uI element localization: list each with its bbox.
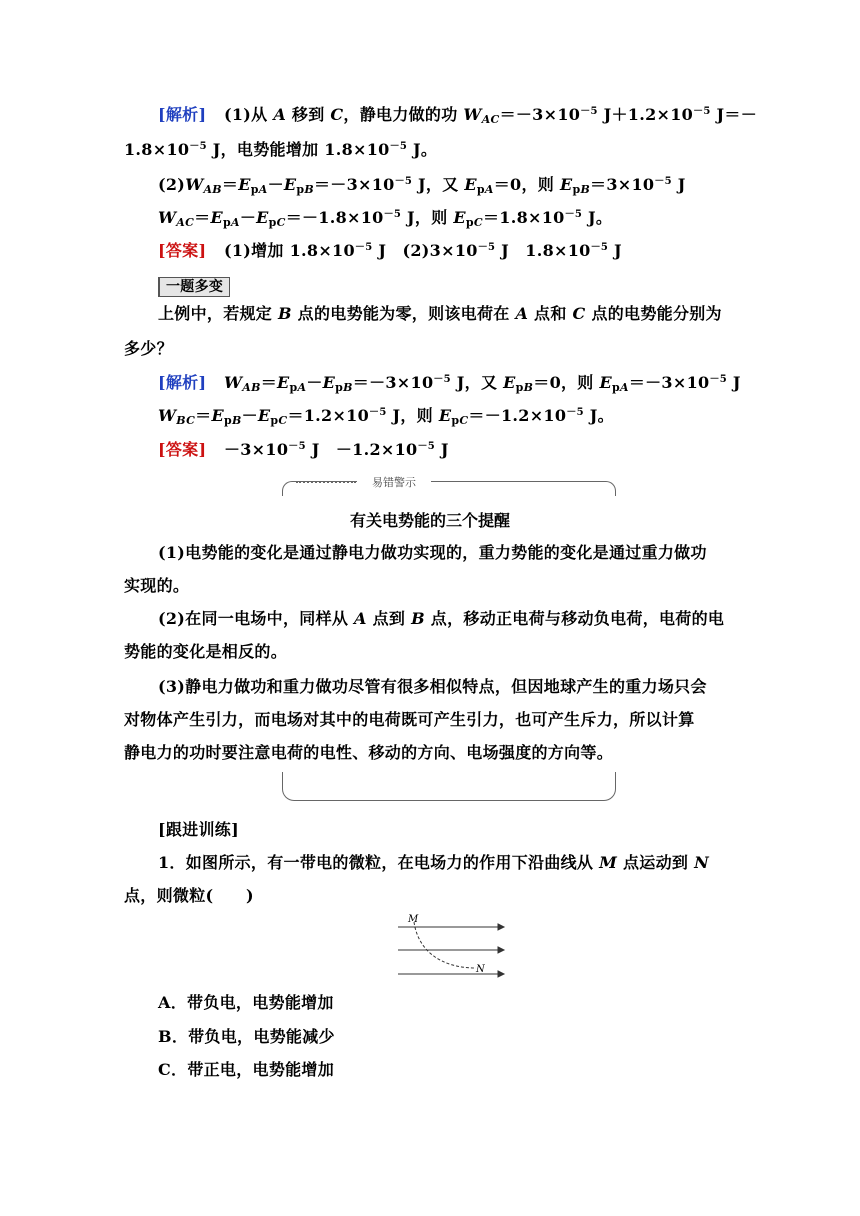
variant-label-line [158,276,230,297]
variant-question-line-1: 上例中，若规定 B 点的电势能为零，则该电荷在 A 点和 C 点的电势能分别为 [158,304,722,323]
variant-solution-line-1: [解析] $W_{AB}=E_{pA}-E_{pB}=-3\times 10^{-5}$ J，又 $E_{pB}=0$，则 $E_{pA}=-3\times 10^{-5}$ J [158,373,741,394]
solution-line-3: $(2)W_{AB}=E_{pA}-E_{pB}=-3\times 10^{-5}$ J，又 $E_{pA}=0$，则 $E_{pB}=3\times 10^{-5}$ J [158,175,686,196]
label-N: N [476,964,485,975]
warning-p3-a: (3)静电力做功和重力做功尽管有很多相似特点，但因地球产生的重力场只会 [158,677,707,696]
warning-p1-b: 实现的。 [124,576,190,595]
warning-p2-a: (2)在同一电场中，同样从 A 点到 B 点，移动正电荷与移动负电荷，电荷的电 [158,609,725,628]
label-M: M [408,914,419,925]
variant-solution-line-2: $W_{BC}=E_{pB}-E_{pC}=1.2\times 10^{-5}$ J，则 $E_{pC}=-1.2\times 10^{-5}$ J。 [158,406,614,427]
practice-q1-line-2: 点，则微粒( ) [124,886,254,905]
warning-frame-top [282,481,616,496]
variant-solution-tag: [解析] [158,373,207,392]
warning-p3-c: 静电力的功时要注意电荷的电性、移动的方向、电场强度的方向等。 [124,743,614,762]
warning-p3-b: 对物体产生引力，而电场对其中的电荷既可产生引力，也可产生斥力，所以计算 [124,710,695,729]
solution-line-4: $W_{AC}=E_{pA}-E_{pC}=-1.8\times 10^{-5}$ J，则 $E_{pC}=1.8\times 10^{-5}$ J。 [158,208,613,229]
warning-pill: 易错警示 [357,475,431,491]
solution-tag: [解析] [158,105,207,124]
warning-frame-bottom [282,772,616,801]
variant-label: 一题多变 [158,277,230,297]
option-c[interactable]: C．带正电，电势能增加 [158,1060,335,1079]
solution-line-2: $1.8\times 10^{-5}$ J，电势能增加 $1.8\times 10^{-5}$ J。 [124,140,438,159]
answer-line-1: [答案] (1)增加 $1.8\times 10^{-5}$ J $(2)3\times 10^{-5}$ J $1.8\times 10^{-5}$ J [158,241,622,260]
option-a[interactable]: A．带负电，电势能增加 [158,993,334,1012]
warning-dots-left [296,481,356,483]
answer-tag: [答案] [158,241,207,260]
variant-answer-line: [答案] $-3\times 10^{-5}$ J $-1.2\times 10^{-5}$ J [158,440,449,459]
option-b[interactable]: B．带负电，电势能减少 [158,1027,335,1046]
solution-line-1: [解析] (1)从 A 移到 C，静电力做的功 $W_{AC}=-3\times 10^{-5}$ $J+1.2\times 10^{-5}$ J＝－ [158,105,758,126]
variant-question-line-2: 多少？ [124,339,173,358]
variant-answer-tag: [答案] [158,440,207,459]
warning-p1-a: (1)电势能的变化是通过静电力做功实现的，重力势能的变化是通过重力做功 [158,543,707,562]
practice-q1-line-1: 1．如图所示，有一带电的微粒，在电场力的作用下沿曲线从 M 点运动到 N [158,853,710,872]
warning-p2-b: 势能的变化是相反的。 [124,642,288,661]
field-figure [390,910,510,982]
practice-heading: [跟进训练] [158,820,239,839]
warning-title: 有关电势能的三个提醒 [349,511,510,530]
